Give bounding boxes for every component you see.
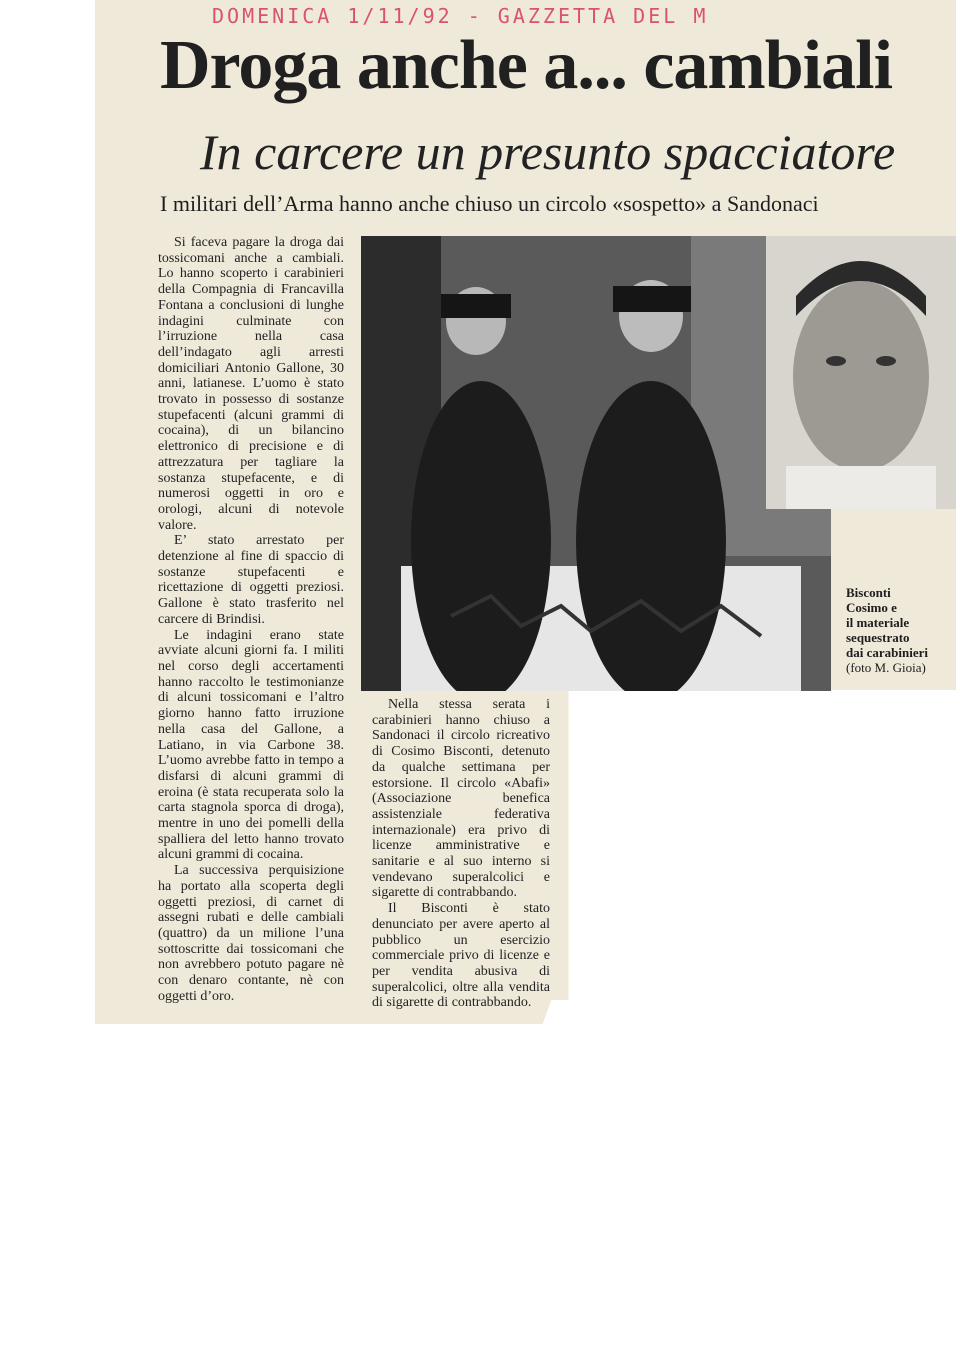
caption-line: Bisconti [846,585,891,600]
paragraph: Nella stessa serata i carabinieri hanno chiuso a Sandonaci il circolo ricreativo di Cosimo Bisconti, detenuto da qualche settimana per estorsione. Il circolo «Abafi» (Associazione benefica assistenziale federativa internazionale) era privo di licenze amministrative e sanitarie e al suo interno si vendevano superalcolici e sigarette di contrabbando. [372,697,550,901]
portrait-image [766,236,956,509]
paragraph: E’ stato arrestato per detenzione al fine di spaccio di sostanze stupefacenti e ricettazione di oggetti preziosi. Gallone è stato trasferito nel carcere di Brindisi. [158,533,344,627]
photo-credit: (foto M. Gioia) [846,660,926,675]
article-column-2 [372,697,550,1011]
caption-line: il materiale [846,615,910,630]
article-column-1 [158,235,344,1004]
paragraph: La successiva perquisizione ha portato alla scoperta degli oggetti preziosi, di carnet di assegni rubati e delle cambiali (quattro) da un milione l’una sottoscritte dai tossicomani che non avrebbero potuto pagare nè con denaro contante, nè con oggetti d’oro. [158,863,344,1004]
handwritten-annotation: DOMENICA 1/11/92 - GAZZETTA DEL M [212,4,709,28]
carabinieri-photo [361,236,831,691]
deck: I militari dell’Arma hanno anche chiuso un circolo «sospetto» a Sandonaci [160,191,819,216]
carabinieri-photo-image [361,236,831,691]
paragraph: Le indagini erano state avviate alcuni giorni fa. I militi nel corso degli accertamenti hanno raccolto le testimonianze di alcuni tossicomani e l’altro giorno hanno fatto irruzione nella casa del Gallone, a Latiano, in via Carbone 38. L’uomo avrebbe fatto in tempo a disfarsi di alcuni grammi di eroina (è stata recuperata solo la carta stagnola sporca di droga), mentre in uno dei pomelli della spalliera del letto hanno trovato alcuni grammi di cocaina. [158,627,344,863]
subheadline: In carcere un presunto spacciatore [200,124,896,180]
caption-line: dai carabinieri [846,645,928,660]
paragraph: Si faceva pagare la droga dai tossicomani anche a cambiali. Lo hanno scoperto i carabinieri della Compagnia di Francavilla Fontana a conclusioni di lunghe indagini culminate con l’irruzione nella casa dell’indagato agli arresti domiciliari Antonio Gallone, 30 anni, latianese. L’uomo è stato trovato in possesso di sostanze stupefacenti (alcuni grammi di cocaina), di un bilancino elettronico di precisione e di attrezzatura per tagliare la sostanza stupefacente, e di numerosi oggetti in oro e orologi, alcuni di notevole valore. [158,235,344,533]
headline: Droga anche a... cambiali [160,27,893,104]
caption-line: sequestrato [846,630,910,645]
caption-line: Cosimo e [846,600,897,615]
paragraph: Il Bisconti è stato denunciato per avere aperto al pubblico un esercizio commerciale privo di licenze e per vendita abusiva di superalcolici, oltre alla vendita di sigarette di contrabbando. [372,901,550,1011]
photo-caption [846,585,951,675]
portrait-photo [766,236,956,509]
